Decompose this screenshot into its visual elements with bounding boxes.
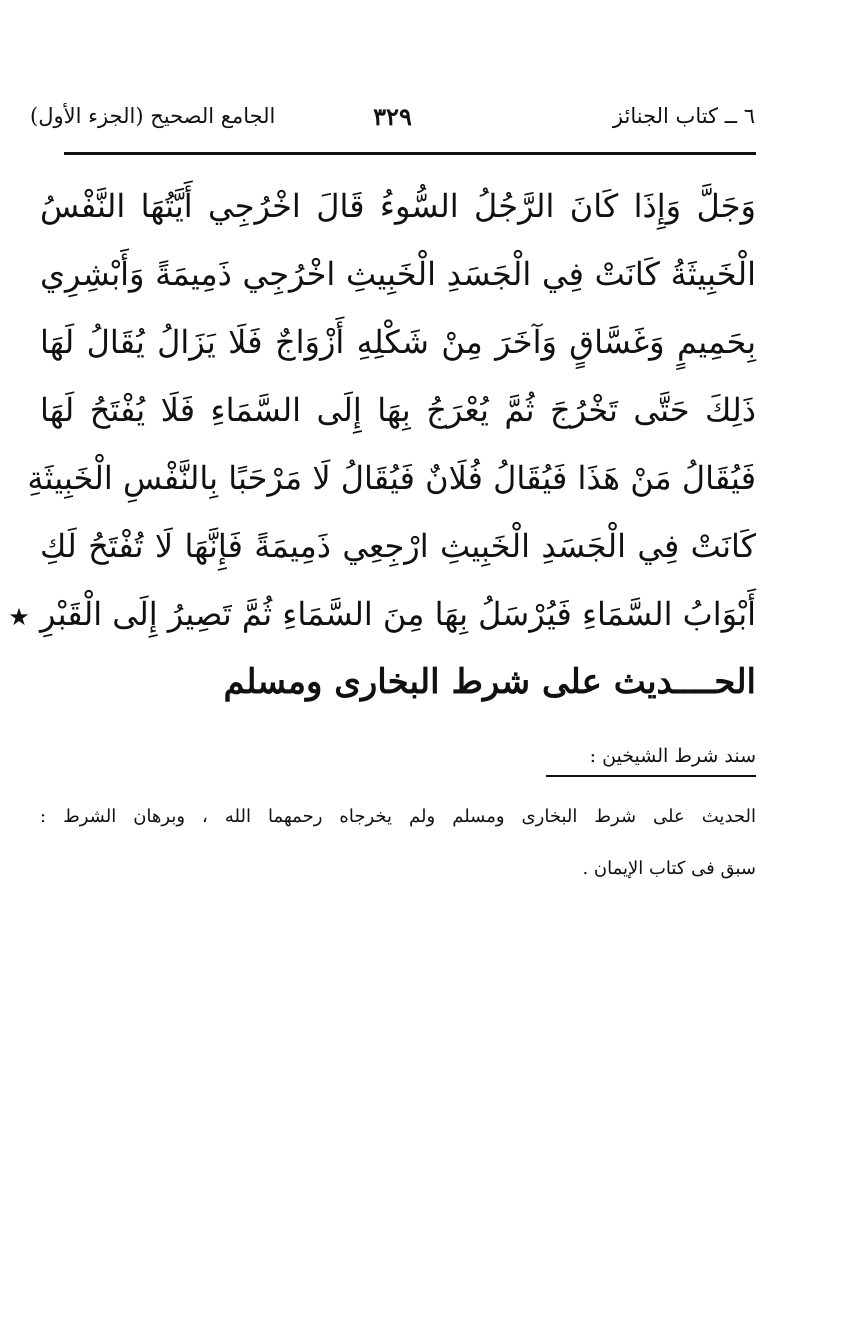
commentary-heading: سند شرط الشيخين : [546, 745, 756, 777]
hadith-line: الْخَبِيثَةُ كَانَتْ فِي الْجَسَدِ الْخَبِيثِ اخْرُجِي ذَمِيمَةً وَأَبْشِرِي [40, 255, 757, 293]
chapter-title: ٦ ــ كتاب الجنائز [612, 104, 755, 128]
hadith-line: فَيُقَالُ مَنْ هَذَا فَيُقَالُ فُلَانٌ فَيُقَالُ لَا مَرْحَبًا بِالنَّفْسِ الْخَبِيثَةِ [27, 459, 756, 497]
commentary-section [40, 745, 756, 895]
commentary-line: الحديث على شرط البخارى ومسلم ولم يخرجاه رحمهما الله ، وبرهان الشرط : [40, 806, 756, 827]
hadith-line-text: أَبْوَابُ السَّمَاءِ فَيُرْسَلُ بِهَا مِنَ السَّمَاءِ ثُمَّ تَصِيرُ إِلَى الْقَبْرِ [39, 595, 756, 633]
book-title: الجامع الصحيح (الجزء الأول) [30, 104, 276, 128]
hadith-line: بِحَمِيمٍ وَغَسَّاقٍ وَآخَرَ مِنْ شَكْلِهِ أَزْوَاجٌ فَلَا يَزَالُ يُقَالُ لَهَا [40, 323, 756, 361]
hadith-line: وَجَلَّ وَإِذَا كَانَ الرَّجُلُ السُّوءُ قَالَ اخْرُجِي أَيَّتُهَا النَّفْسُ [40, 187, 756, 225]
header-divider [64, 152, 756, 155]
commentary-body [40, 791, 756, 895]
commentary-heading-row [40, 745, 756, 777]
star-icon: ★ [8, 603, 30, 631]
running-header [30, 100, 755, 136]
hadith-line: كَانَتْ فِي الْجَسَدِ الْخَبِيثِ ارْجِعِي ذَمِيمَةً فَإِنَّهَا لَا تُفْتَحُ لَكِ [40, 527, 756, 565]
page-number: ٣٢٩ [373, 102, 412, 131]
hadith-text [8, 172, 757, 716]
hadith-verdict: الحــــديث على شرط البخارى ومسلم [223, 662, 756, 702]
hadith-line-final [8, 580, 756, 648]
commentary-line: سبق فى كتاب الإيمان . [582, 858, 756, 879]
hadith-line: ذَلِكَ حَتَّى تَخْرُجَ ثُمَّ يُعْرَجُ بِهَا إِلَى السَّمَاءِ فَلَا يُفْتَحُ لَهَا [40, 391, 756, 429]
